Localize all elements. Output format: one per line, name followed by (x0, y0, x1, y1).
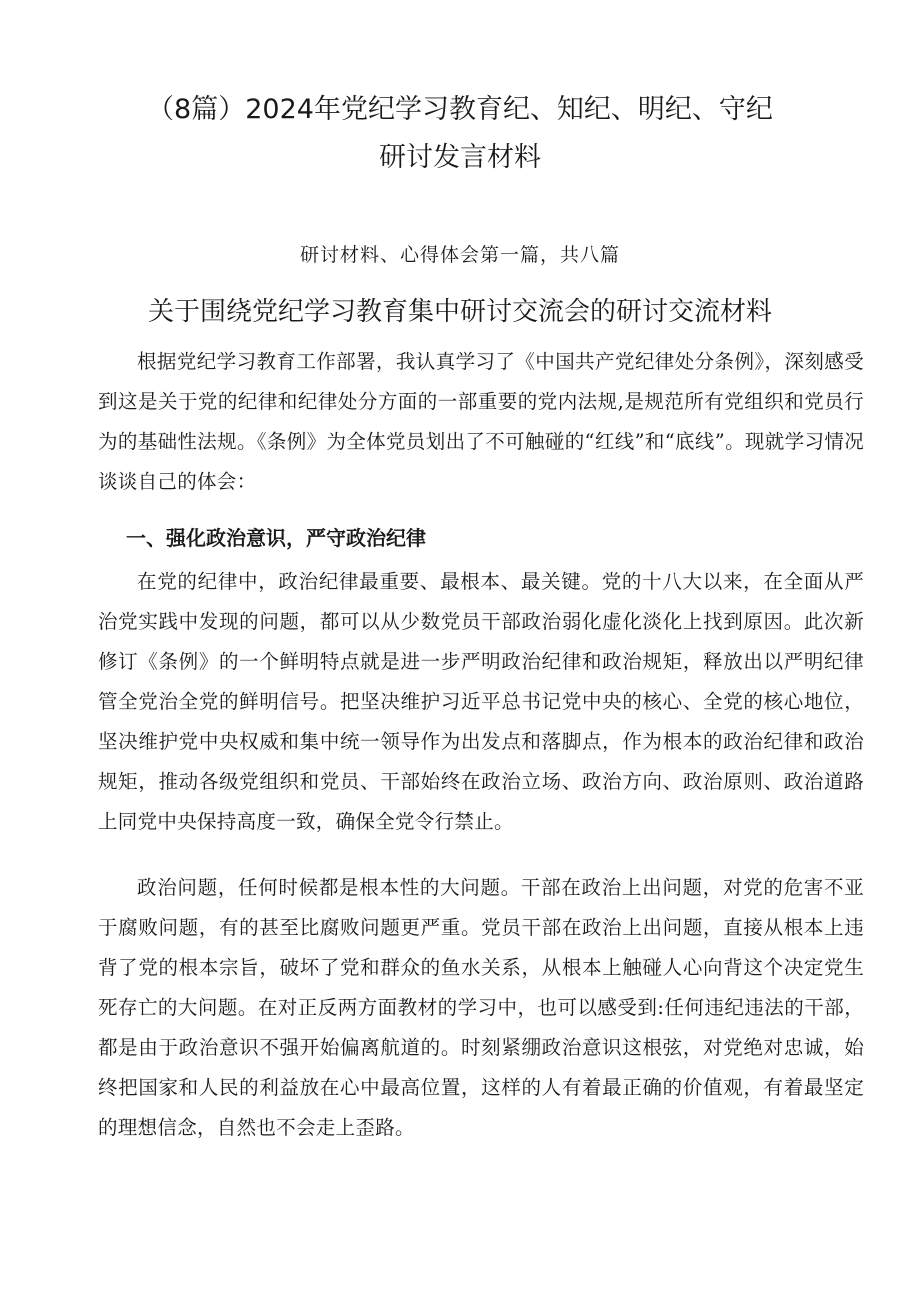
body-paragraph-intro: 根据党纪学习教育工作部署，我认真学习了《中国共产党纪律处分条例》，深刻感受到这是关于党的纪律和纪律处分方面的一部重要的党内法规,是规范所有党组织和党员行为的基础性法规。《条例》为全体党员划出了不可触碰的“红线”和“底线”。现就学习情况谈谈自己的体会： (98, 350, 864, 493)
body-paragraph-political-discipline: 在党的纪律中，政治纪律最重要、最根本、最关键。党的十八大以来，在全面从严治党实践中发现的问题，都可以从少数党员干部政治弱化虚化淡化上找到原因。此次新修订《条例》的一个鲜明特点就是进一步严明政治纪律和政治规矩，释放出以严明纪律管全党治全党的鲜明信号。把坚决维护习近平总书记党中央的核心、全党的核心地位，坚决维护党中央权威和集中统一领导作为出发点和落脚点，作为根本的政治纪律和政治规矩，推动各级党组织和党员、干部始终在政治立场、政治方向、政治原则、政治道路上同党中央保持高度一致，确保全党令行禁止。 (98, 570, 864, 833)
document-title-line-2: 研讨发言材料 (379, 142, 541, 173)
body-paragraph-political-issues: 政治问题，任何时候都是根本性的大问题。干部在政治上出问题，对党的危害不亚于腐败问题，有的甚至比腐败问题更严重。党员干部在政治上出问题，直接从根本上违背了党的根本宗旨，破坏了党和群众的鱼水关系，从根本上触碰人心向背这个决定党生死存亡的大问题。在对正反两方面教材的学习中，也可以感受到:任何违纪违法的干部，都是由于政治意识不强开始偏离航道的。时刻紧绷政治意识这根弦，对党绝对忠诚，始终把国家和人民的利益放在心中最高位置，这样的人有着最正确的价值观，有着最坚定的理想信念，自然也不会走上歪路。 (98, 876, 864, 1139)
article-heading: 关于围绕党纪学习教育集中研讨交流会的研讨交流材料 (147, 297, 772, 327)
section-heading-1: 一、强化政治意识，严守政治纪律 (126, 526, 426, 550)
document-title-line-1: （8篇）2024年党纪学习教育纪、知纪、明纪、守纪 (147, 94, 773, 125)
document-subtitle: 研讨材料、心得体会第一篇，共八篇 (299, 244, 620, 266)
